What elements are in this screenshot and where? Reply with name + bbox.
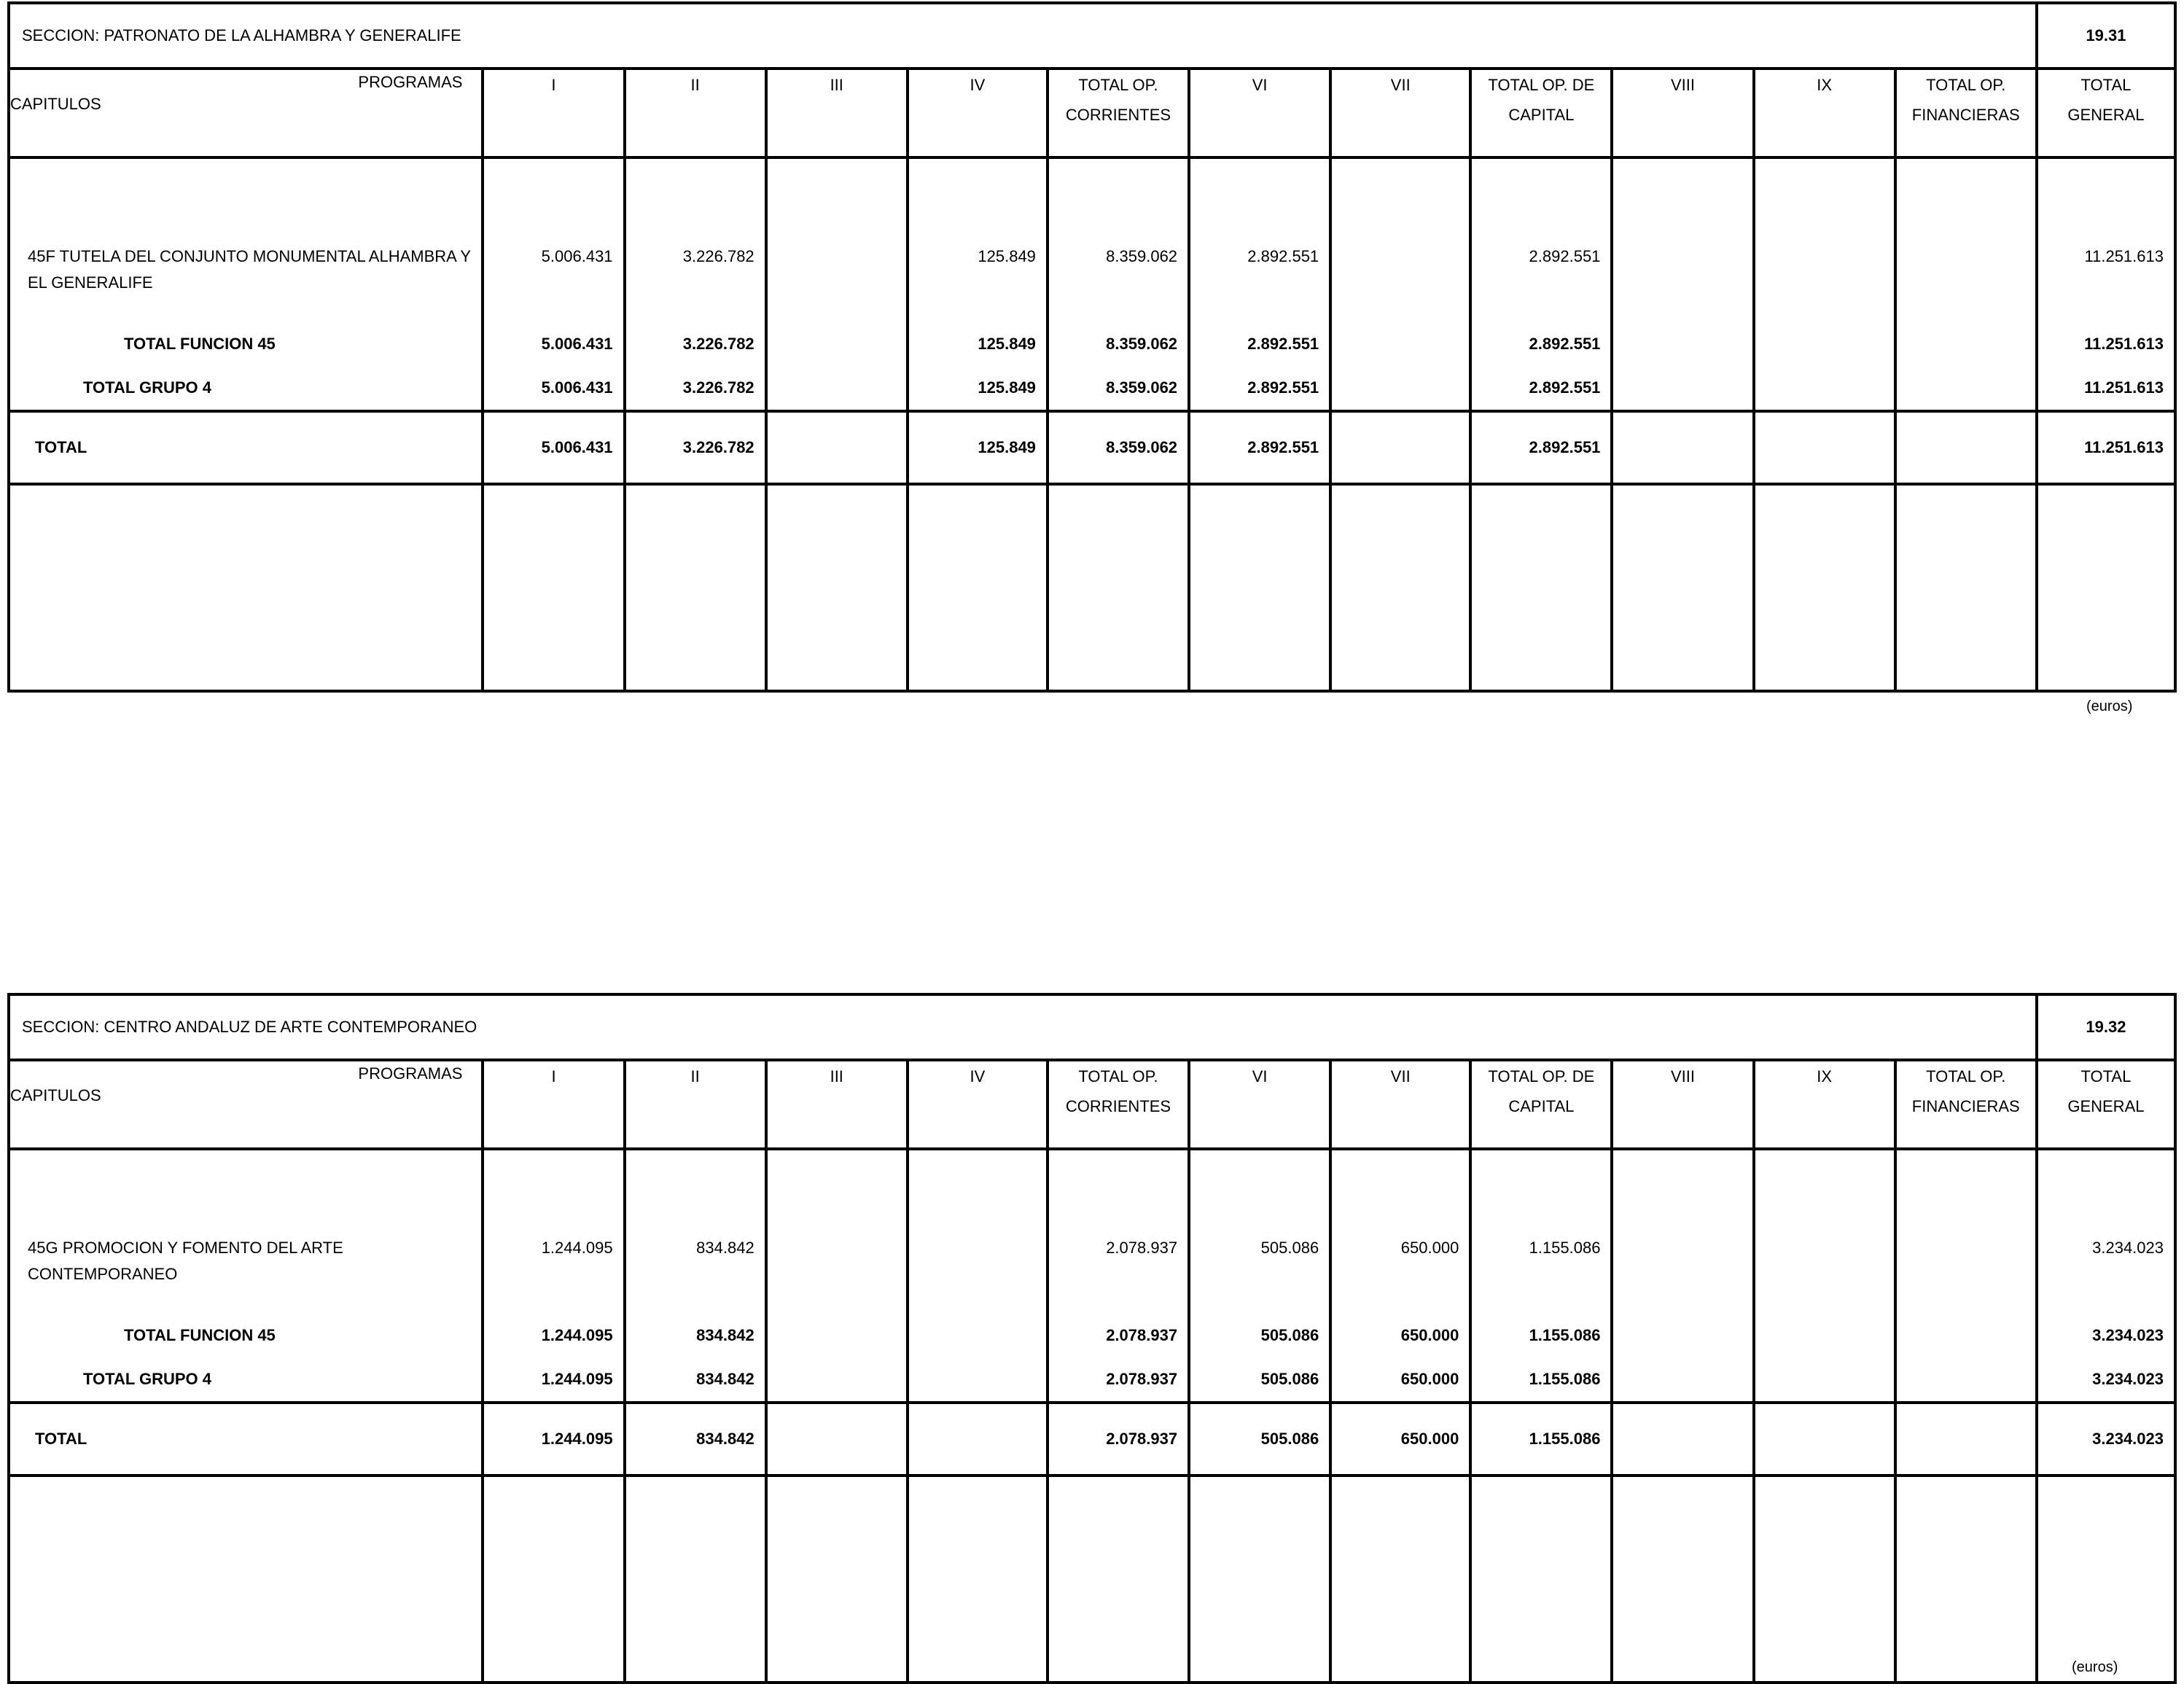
row-label: TOTAL FUNCION 45: [9, 1314, 483, 1357]
value-cell: [766, 411, 908, 484]
blank-cell: [483, 157, 624, 236]
value-cell: 2.078.937: [1048, 1314, 1189, 1357]
value-cell: 1.155.086: [1470, 1403, 1612, 1476]
value-cell: 125.849: [908, 366, 1048, 411]
value-cell: [1330, 411, 1470, 484]
value-cell: 5.006.431: [483, 322, 624, 366]
value-cell: 3.234.023: [2037, 1403, 2175, 1476]
blank-cell: [1470, 157, 1612, 236]
blank-cell: [9, 157, 483, 236]
value-cell: 8.359.062: [1048, 236, 1189, 322]
value-cell: [766, 366, 908, 411]
row-label: TOTAL: [9, 411, 483, 484]
blank-cell: [1048, 1476, 1189, 1683]
column-header: IX: [1754, 1060, 1895, 1149]
value-cell: 3.226.782: [625, 322, 766, 366]
value-cell: 2.892.551: [1470, 366, 1612, 411]
program-row: [9, 1228, 2175, 1314]
capitulos-label: CAPITULOS: [10, 1086, 101, 1104]
value-cell: [908, 1403, 1048, 1476]
value-cell: [1330, 236, 1470, 322]
blank-cell: [1189, 484, 1330, 691]
column-header: TOTAL OP. DE CAPITAL: [1470, 69, 1612, 157]
blank-cell: [1330, 1149, 1470, 1228]
blank-cell: [766, 157, 908, 236]
value-cell: 2.892.551: [1189, 322, 1330, 366]
header-corner: [9, 69, 483, 157]
value-cell: 1.155.086: [1470, 1228, 1612, 1314]
value-cell: [766, 322, 908, 366]
blank-cell: [1189, 1476, 1330, 1683]
blank-cell: [2037, 484, 2175, 691]
blank-cell: [1895, 1476, 2037, 1683]
value-cell: [1895, 1357, 2037, 1403]
value-cell: 11.251.613: [2037, 322, 2175, 366]
blank-cell: [766, 1149, 908, 1228]
blank-cell: [2037, 157, 2175, 236]
row-label: TOTAL: [9, 1403, 483, 1476]
blank-cell: [1330, 157, 1470, 236]
value-cell: 650.000: [1330, 1314, 1470, 1357]
value-cell: 2.078.937: [1048, 1228, 1189, 1314]
value-cell: [1895, 1403, 2037, 1476]
budget-table: [7, 993, 2177, 1684]
column-header: VII: [1330, 1060, 1470, 1149]
value-cell: 650.000: [1330, 1403, 1470, 1476]
row-label: TOTAL GRUPO 4: [9, 1357, 483, 1403]
blank-cell: [908, 157, 1048, 236]
value-cell: 8.359.062: [1048, 411, 1189, 484]
value-cell: 1.244.095: [483, 1314, 624, 1357]
value-cell: [1895, 322, 2037, 366]
value-cell: 650.000: [1330, 1357, 1470, 1403]
value-cell: 650.000: [1330, 1228, 1470, 1314]
blank-cell: [1330, 484, 1470, 691]
column-header-row: [9, 1060, 2175, 1149]
blank-cell: [1612, 1476, 1753, 1683]
blank-cell: [2037, 1476, 2175, 1683]
value-cell: 1.244.095: [483, 1357, 624, 1403]
total-funcion-row: [9, 1314, 2175, 1357]
blank-cell: [1048, 157, 1189, 236]
row-label: TOTAL GRUPO 4: [9, 366, 483, 411]
value-cell: 2.892.551: [1189, 411, 1330, 484]
value-cell: 1.155.086: [1470, 1314, 1612, 1357]
blank-cell: [625, 1149, 766, 1228]
blank-cell: [766, 484, 908, 691]
programas-label: PROGRAMAS: [358, 73, 463, 91]
column-header: IX: [1754, 69, 1895, 157]
blank-cell: [1048, 484, 1189, 691]
value-cell: [1754, 1403, 1895, 1476]
section-title: SECCION: CENTRO ANDALUZ DE ARTE CONTEMPORANEO: [9, 994, 2037, 1060]
empty-row: [9, 1476, 2175, 1683]
blank-cell: [1895, 157, 2037, 236]
column-header: TOTAL GENERAL: [2037, 69, 2175, 157]
total-grupo-row: [9, 1357, 2175, 1403]
value-cell: [1895, 411, 2037, 484]
spacer-row: [9, 157, 2175, 236]
column-header: TOTAL GENERAL: [2037, 1060, 2175, 1149]
unit-label: (euros): [2072, 1659, 2118, 1675]
column-header: III: [766, 69, 908, 157]
blank-cell: [908, 1149, 1048, 1228]
blank-cell: [625, 484, 766, 691]
value-cell: [1330, 322, 1470, 366]
blank-cell: [9, 1149, 483, 1228]
row-label: 45G PROMOCION Y FOMENTO DEL ARTE CONTEMPORANEO: [9, 1228, 483, 1314]
column-header: I: [483, 1060, 624, 1149]
value-cell: [1612, 1228, 1753, 1314]
column-header: VII: [1330, 69, 1470, 157]
blank-cell: [1189, 157, 1330, 236]
value-cell: [766, 236, 908, 322]
blank-cell: [1048, 1149, 1189, 1228]
value-cell: 834.842: [625, 1403, 766, 1476]
blank-cell: [766, 1476, 908, 1683]
value-cell: [908, 1228, 1048, 1314]
value-cell: 3.234.023: [2037, 1314, 2175, 1357]
section-title: SECCION: PATRONATO DE LA ALHAMBRA Y GENERALIFE: [9, 3, 2037, 69]
value-cell: 125.849: [908, 322, 1048, 366]
value-cell: [1754, 322, 1895, 366]
section-header-row: [9, 3, 2175, 69]
value-cell: 11.251.613: [2037, 411, 2175, 484]
empty-row: [9, 484, 2175, 691]
value-cell: 3.234.023: [2037, 1357, 2175, 1403]
value-cell: [908, 1357, 1048, 1403]
value-cell: [1612, 236, 1753, 322]
value-cell: [908, 1314, 1048, 1357]
column-header: TOTAL OP. FINANCIERAS: [1895, 69, 2037, 157]
column-header: IV: [908, 69, 1048, 157]
value-cell: 2.078.937: [1048, 1357, 1189, 1403]
value-cell: [1612, 366, 1753, 411]
blank-cell: [1754, 1149, 1895, 1228]
value-cell: [1754, 236, 1895, 322]
value-cell: [1895, 236, 2037, 322]
value-cell: [1754, 411, 1895, 484]
value-cell: 3.226.782: [625, 411, 766, 484]
value-cell: 834.842: [625, 1357, 766, 1403]
total-row: [9, 411, 2175, 484]
value-cell: 5.006.431: [483, 366, 624, 411]
value-cell: 5.006.431: [483, 411, 624, 484]
blank-cell: [483, 1476, 624, 1683]
total-funcion-row: [9, 322, 2175, 366]
value-cell: 2.892.551: [1189, 236, 1330, 322]
blank-cell: [1470, 1476, 1612, 1683]
blank-cell: [1754, 157, 1895, 236]
value-cell: 5.006.431: [483, 236, 624, 322]
value-cell: 125.849: [908, 411, 1048, 484]
blank-cell: [1330, 1476, 1470, 1683]
column-header: TOTAL OP. DE CAPITAL: [1470, 1060, 1612, 1149]
value-cell: [1895, 366, 2037, 411]
total-grupo-row: [9, 366, 2175, 411]
value-cell: [766, 1228, 908, 1314]
blank-cell: [483, 1149, 624, 1228]
value-cell: [1754, 1228, 1895, 1314]
value-cell: [1754, 1314, 1895, 1357]
value-cell: 834.842: [625, 1314, 766, 1357]
value-cell: [1330, 366, 1470, 411]
blank-cell: [2037, 1149, 2175, 1228]
value-cell: [1612, 411, 1753, 484]
value-cell: [1754, 1357, 1895, 1403]
value-cell: [1895, 1314, 2037, 1357]
row-label: TOTAL FUNCION 45: [9, 322, 483, 366]
column-header: IV: [908, 1060, 1048, 1149]
blank-cell: [1612, 484, 1753, 691]
capitulos-label: CAPITULOS: [10, 95, 101, 113]
budget-table: [7, 1, 2177, 693]
value-cell: 2.892.551: [1470, 411, 1612, 484]
blank-cell: [908, 1476, 1048, 1683]
spacer-row: [9, 1149, 2175, 1228]
value-cell: 125.849: [908, 236, 1048, 322]
value-cell: 11.251.613: [2037, 236, 2175, 322]
header-corner: [9, 1060, 483, 1149]
value-cell: [1895, 1228, 2037, 1314]
blank-cell: [9, 1476, 483, 1683]
column-header: VI: [1189, 1060, 1330, 1149]
blank-cell: [908, 484, 1048, 691]
blank-cell: [1895, 484, 2037, 691]
value-cell: [766, 1403, 908, 1476]
value-cell: 2.892.551: [1189, 366, 1330, 411]
blank-cell: [1189, 1149, 1330, 1228]
section-code: 19.31: [2037, 3, 2175, 69]
value-cell: 1.155.086: [1470, 1357, 1612, 1403]
value-cell: [1612, 1314, 1753, 1357]
blank-cell: [9, 484, 483, 691]
blank-cell: [1754, 484, 1895, 691]
value-cell: 2.892.551: [1470, 236, 1612, 322]
blank-cell: [1470, 484, 1612, 691]
value-cell: [1754, 366, 1895, 411]
column-header-row: [9, 69, 2175, 157]
column-header: TOTAL OP. CORRIENTES: [1048, 69, 1189, 157]
blank-cell: [625, 157, 766, 236]
value-cell: 505.086: [1189, 1403, 1330, 1476]
column-header: III: [766, 1060, 908, 1149]
blank-cell: [1754, 1476, 1895, 1683]
blank-cell: [625, 1476, 766, 1683]
value-cell: 505.086: [1189, 1314, 1330, 1357]
value-cell: 3.234.023: [2037, 1228, 2175, 1314]
unit-label: (euros): [2086, 698, 2133, 714]
value-cell: 8.359.062: [1048, 322, 1189, 366]
blank-cell: [1612, 157, 1753, 236]
row-label: 45F TUTELA DEL CONJUNTO MONUMENTAL ALHAMBRA Y EL GENERALIFE: [9, 236, 483, 322]
value-cell: 1.244.095: [483, 1403, 624, 1476]
section-header-row: [9, 994, 2175, 1060]
section-table: [7, 1, 2177, 693]
total-row: [9, 1403, 2175, 1476]
value-cell: [1612, 1403, 1753, 1476]
column-header: I: [483, 69, 624, 157]
blank-cell: [1470, 1149, 1612, 1228]
value-cell: 834.842: [625, 1228, 766, 1314]
section-code: 19.32: [2037, 994, 2175, 1060]
column-header: VI: [1189, 69, 1330, 157]
value-cell: 3.226.782: [625, 236, 766, 322]
value-cell: [766, 1357, 908, 1403]
column-header: VIII: [1612, 69, 1753, 157]
blank-cell: [483, 484, 624, 691]
column-header: TOTAL OP. FINANCIERAS: [1895, 1060, 2037, 1149]
value-cell: 3.226.782: [625, 366, 766, 411]
programas-label: PROGRAMAS: [358, 1064, 463, 1083]
column-header: II: [625, 1060, 766, 1149]
value-cell: 11.251.613: [2037, 366, 2175, 411]
value-cell: [1612, 1357, 1753, 1403]
column-header: VIII: [1612, 1060, 1753, 1149]
value-cell: 2.892.551: [1470, 322, 1612, 366]
value-cell: 505.086: [1189, 1357, 1330, 1403]
value-cell: 8.359.062: [1048, 366, 1189, 411]
value-cell: [766, 1314, 908, 1357]
value-cell: [1612, 322, 1753, 366]
column-header: II: [625, 69, 766, 157]
blank-cell: [1612, 1149, 1753, 1228]
value-cell: 505.086: [1189, 1228, 1330, 1314]
value-cell: 1.244.095: [483, 1228, 624, 1314]
value-cell: 2.078.937: [1048, 1403, 1189, 1476]
program-row: [9, 236, 2175, 322]
column-header: TOTAL OP. CORRIENTES: [1048, 1060, 1189, 1149]
section-table: [7, 993, 2177, 1684]
blank-cell: [1895, 1149, 2037, 1228]
